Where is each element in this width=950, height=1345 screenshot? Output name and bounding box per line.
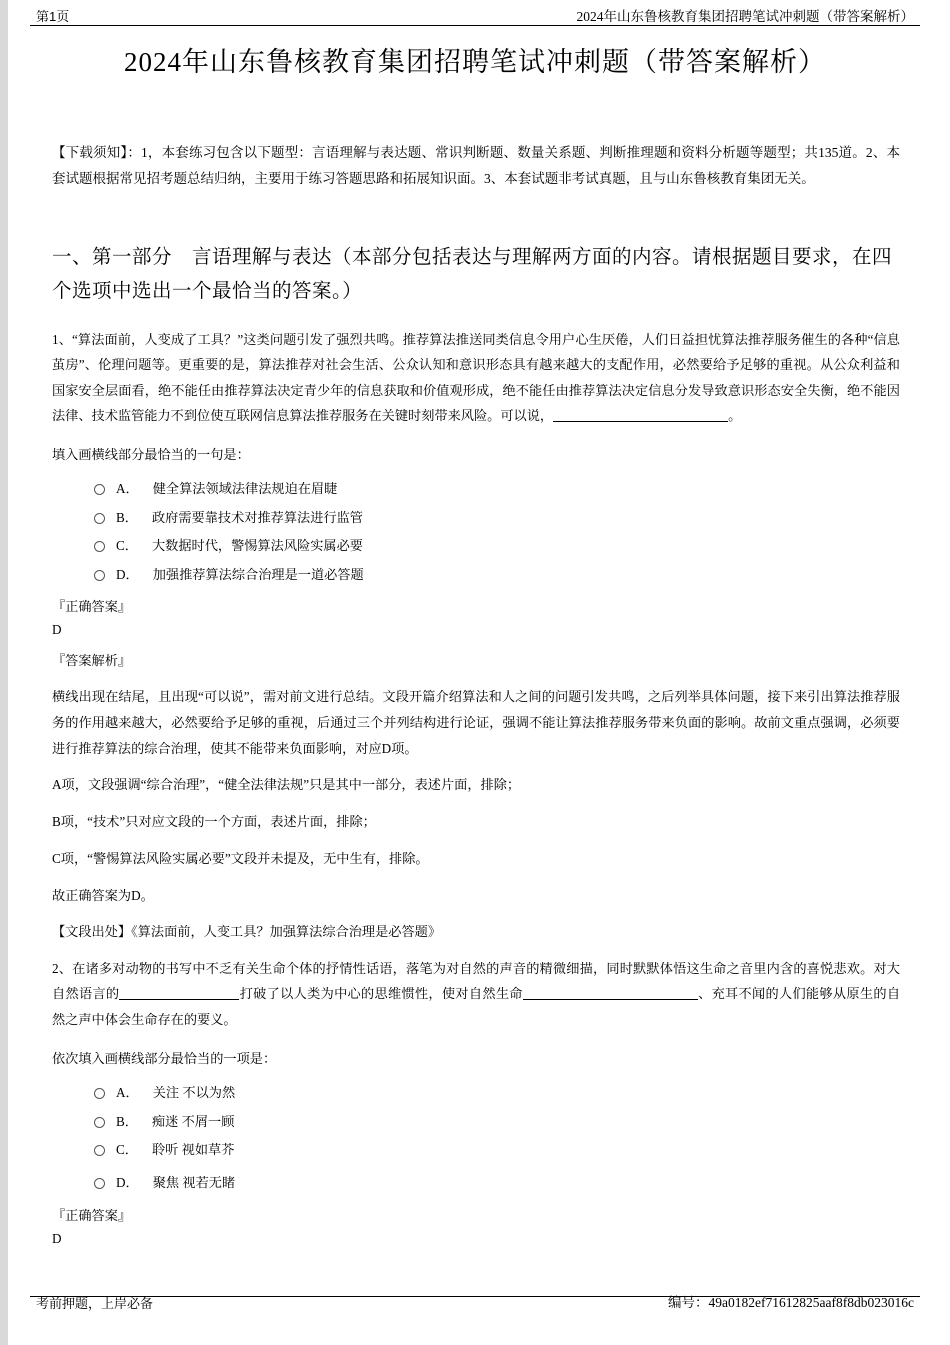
- question-1-analysis-p2: A项，文段强调“综合治理”，“健全法律法规”只是其中一部分，表述片面，排除；: [52, 777, 521, 793]
- question-1-prompt: 填入画横线部分最恰当的一句是：: [52, 447, 250, 463]
- question-1-analysis-p3: B项，“技术”只对应文段的一个方面，表述片面，排除；: [52, 814, 376, 830]
- question-2-options: [52, 1079, 900, 1198]
- question-1-blank: [553, 408, 728, 422]
- question-1-answer-value: D: [52, 621, 62, 637]
- question-2-stem-part3: 、充耳不闻的人们能够从原生的自然之声中体会生命存在的要义。: [52, 986, 901, 1027]
- section-title: 一、第一部分 言语理解与表达（本部分包括表达与理解两方面的内容。请根据题目要求，在四个选项中选出一个最恰当的答案。）: [52, 246, 893, 302]
- question-1-analysis-label: 『答案解析』: [52, 653, 132, 669]
- option-text: 关注 不以为然: [152, 1085, 236, 1101]
- option-2-d[interactable]: [94, 1164, 900, 1197]
- page-title: 2024年山东鲁核教育集团招聘笔试冲刺题（带答案解析）: [124, 47, 826, 77]
- radio-icon[interactable]: [94, 1088, 105, 1099]
- question-1: [52, 327, 900, 945]
- question-2-answer-label: 『正确答案』: [52, 1207, 132, 1223]
- header-title: 2024年山东鲁核教育集团招聘笔试冲刺题（带答案解析）: [576, 9, 914, 24]
- radio-icon[interactable]: [94, 1145, 105, 1156]
- option-text: 加强推荐算法综合治理是一道必答题: [152, 566, 364, 582]
- footer-code-label: 编号：: [668, 1295, 709, 1310]
- radio-icon[interactable]: [94, 1117, 105, 1128]
- option-2-a[interactable]: [94, 1079, 900, 1107]
- option-letter: B．: [116, 1113, 138, 1129]
- question-2: [52, 956, 900, 1250]
- option-1-a[interactable]: [94, 475, 900, 503]
- option-text: 大数据时代，警惕算法风险实属必要: [151, 538, 363, 554]
- radio-icon[interactable]: [94, 513, 105, 524]
- question-1-analysis-p5: 故正确答案为D。: [52, 887, 154, 903]
- source-label: 【文段出处】: [52, 924, 132, 940]
- footer-code: [668, 1291, 914, 1311]
- question-2-blank-1: [119, 986, 239, 1000]
- footer-slogan: 考前押题，上岸必备: [36, 1296, 154, 1311]
- option-letter: D．: [116, 1175, 139, 1191]
- footer-code-value: 49a0182ef71612825aaf8f8db023016c: [708, 1295, 914, 1310]
- question-1-stem-suffix: 。: [728, 407, 742, 423]
- option-letter: D．: [116, 566, 139, 582]
- question-1-stem-text: 1、“算法面前，人变成了工具？”这类问题引发了强烈共鸣。推荐算法推送同类信息令用户心生厌倦，人们日益担忧算法推荐服务催生的各种“信息茧房”、伦理问题等。更重要的是，算法推荐对社会生活、公众认知和意识形态具有越来越大的支配作用，必然要给予足够的重视。从公众利益和国家安全层面看，绝不能任由推荐算法决定青少年的信息获取和价值观形成，绝不能任由推荐算法决定信息分发导致意识形态安全失衡，绝不能因法律、技术监管能力不到位使互联网信息算法推荐服务在关键时刻带来风险。可以说，: [52, 331, 900, 423]
- option-text: 聚焦 视若无睹: [152, 1175, 236, 1191]
- radio-icon[interactable]: [94, 541, 105, 552]
- document-content: [52, 140, 900, 1258]
- question-1-answer-label: 『正确答案』: [52, 599, 132, 615]
- source-text: 《算法面前，人变工具？加强算法综合治理是必答题》: [131, 924, 442, 940]
- option-text: 健全算法领域法律法规迫在眉睫: [152, 481, 338, 497]
- option-1-c[interactable]: [94, 532, 900, 560]
- question-2-stem-part2: 打破了以人类为中心的思维惯性，使对自然生命: [239, 986, 523, 1002]
- option-2-b[interactable]: [94, 1108, 900, 1136]
- page-number: 第1页: [36, 9, 70, 24]
- question-1-options: [52, 475, 900, 589]
- option-text: 痴迷 不屑一顾: [151, 1113, 235, 1129]
- question-1-analysis-p1: 横线出现在结尾，且出现“可以说”，需对前文进行总结。文段开篇介绍算法和人之间的问题引发共鸣，之后列举具体问题，接下来引出算法推荐服务的作用越来越大，必然要给予足够的重视，后通过三个并列结构进行论证，强调不能让算法推荐服务带来负面的影响。故前文重点强调，必须要进行推荐算法的综合治理，使其不能带来负面影响，对应D项。: [52, 689, 900, 756]
- radio-icon[interactable]: [94, 484, 105, 495]
- question-2-answer-value: D: [52, 1230, 62, 1246]
- option-text: 政府需要靠技术对推荐算法进行监管: [151, 509, 363, 525]
- option-letter: A．: [116, 481, 139, 497]
- option-text: 聆听 视如草芥: [151, 1142, 235, 1157]
- option-1-d[interactable]: [94, 561, 900, 589]
- download-notice: 【下载须知】：1，本套练习包含以下题型：言语理解与表达题、常识判断题、数量关系题、判断推理题和资料分析题等题型；共135道。2、本套试题根据常见招考题总结归纳，主要用于练习答题思路和拓展知识面。3、本套试题非考试真题，且与山东鲁核教育集团无关。: [52, 145, 900, 187]
- left-margin-bar: [0, 0, 8, 1345]
- radio-icon[interactable]: [94, 1178, 105, 1189]
- question-1-analysis-p4: C项，“警惕算法风险实属必要”文段并未提及，无中生有，排除。: [52, 850, 429, 866]
- option-letter: C．: [116, 538, 138, 554]
- question-2-blank-2: [523, 986, 698, 1000]
- option-letter: C．: [116, 1142, 138, 1157]
- option-1-b[interactable]: [94, 504, 900, 532]
- question-2-stem: [52, 956, 900, 1032]
- question-1-stem: [52, 327, 900, 428]
- option-2-c[interactable]: [94, 1136, 900, 1164]
- header-divider: [30, 25, 920, 26]
- question-1-source: [52, 919, 900, 945]
- question-2-stem-part1: 2、在诸多对动物的书写中不乏有关生命个体的抒情性话语，落笔为对自然的声音的精微细描，同时默默体悟这生命之音里内含的喜悦悲欢。对大自然语言的: [52, 960, 900, 1002]
- option-letter: B．: [116, 509, 138, 525]
- radio-icon[interactable]: [94, 570, 105, 581]
- option-letter: A．: [116, 1085, 139, 1101]
- page-footer: [0, 1289, 950, 1319]
- question-2-prompt: 依次填入画横线部分最恰当的一项是：: [52, 1051, 277, 1067]
- page-header: [0, 0, 950, 26]
